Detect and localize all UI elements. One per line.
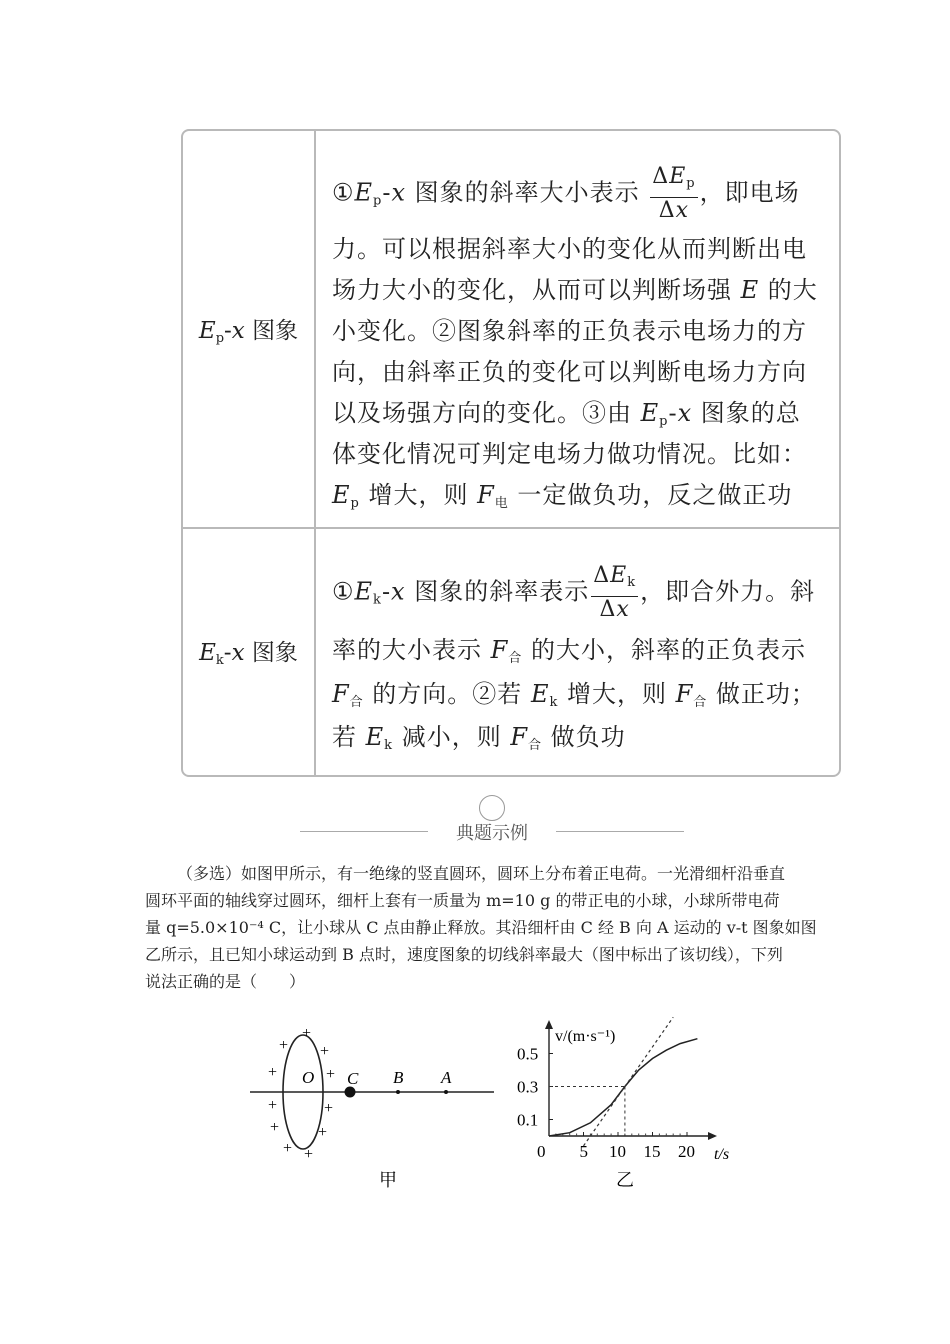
x-tick-label: 5 — [579, 1142, 588, 1161]
row-content-ek — [316, 527, 839, 775]
question-line: （多选）如图甲所示，有一绝缘的竖直圆环，圆环上分布着正电荷。一光滑细杆沿垂直 — [177, 864, 786, 883]
question-line: 量 q=5.0×10⁻⁴ C，让小球从 C 点由静止释放。其沿细杆由 C 经 B 向 A 运动的 v-t 图象如图 — [145, 918, 817, 937]
caption-jia: 甲 — [379, 1170, 397, 1190]
plus-sign: + — [270, 1119, 280, 1136]
content-line: $E_p$ 增大，则 $F_电$ 一定做负功，反之做正功 — [332, 481, 793, 511]
point-a — [444, 1090, 448, 1094]
plus-sign: + — [268, 1097, 278, 1114]
x-axis-label: t/s — [714, 1146, 730, 1163]
y-arrow-icon — [545, 1020, 553, 1029]
content-line: 场力大小的变化，从而可以判断场强 E 的大 — [332, 276, 818, 304]
x-tick-label: 0 — [537, 1142, 546, 1161]
question-line: 说法正确的是（ ） — [145, 972, 306, 991]
series-line — [549, 1039, 697, 1136]
question-line: 圆环平面的轴线穿过圆环，细杆上套有一质量为 m=10 g 的带正电的小球，小球所带电荷 — [145, 891, 780, 910]
y-tick-label: 0.1 — [517, 1110, 539, 1130]
content-line: $①E_p-x$ 图象的斜率大小表示 $\frac{\Delta E_p}{\Delta x}$ ，即电场 — [332, 164, 800, 223]
summary-table — [181, 129, 841, 777]
plus-sign: + — [268, 1064, 278, 1081]
content-line: 率的大小表示 $F_合$ 的大小，斜率的正负表示 — [332, 636, 806, 666]
figure — [226, 1001, 760, 1211]
content-line: 若 $E_k$ 减小，则 $F_合$ 做负功 — [332, 723, 626, 753]
x-tick-label: 20 — [678, 1142, 695, 1161]
y-ticks — [517, 1045, 553, 1130]
ring-diagram — [250, 1025, 494, 1190]
section-title: 典题示例 — [456, 823, 528, 844]
plus-sign: + — [279, 1037, 289, 1054]
plus-sign: + — [302, 1025, 312, 1042]
x-tick-label: 15 — [643, 1142, 661, 1161]
x-tick-label: 10 — [609, 1142, 626, 1161]
plus-sign: + — [318, 1124, 328, 1141]
x-arrow-icon — [708, 1132, 717, 1140]
content-line: 小变化。②图象斜率的正负表示电场力的方 — [332, 317, 807, 345]
table-row-ek — [183, 527, 839, 775]
question-line: 乙所示，且已知小球运动到 B 点时，速度图象的切线斜率最大（图中标出了该切线），下列 — [145, 945, 783, 964]
y-tick-label: 0.3 — [517, 1077, 539, 1097]
content-line: 向，由斜率正负的变化可以判断电场力方向 — [332, 358, 807, 386]
row-content-ep — [316, 131, 839, 527]
ball-c — [345, 1087, 356, 1098]
label-a: A — [441, 1068, 452, 1087]
table-row-ep — [183, 131, 839, 529]
question-text — [145, 860, 815, 995]
content-line: $①E_k-x$ 图象的斜率表示 $\frac{\Delta E_k}{\Delta x}$ ，即合外力。斜 — [332, 563, 816, 622]
plus-sign: + — [326, 1066, 336, 1083]
plus-sign: + — [324, 1100, 334, 1117]
plus-sign: + — [304, 1146, 314, 1163]
label-b: B — [393, 1068, 404, 1087]
point-b — [396, 1090, 400, 1094]
fraction-dep-dx: $\frac{\Delta E_p}{\Delta x}$ — [652, 164, 696, 223]
content-line: 体变化情况可判定电场力做功情况。比如： — [332, 440, 807, 468]
bulb-icon — [479, 795, 505, 821]
plus-sign: + — [283, 1140, 293, 1157]
row-label-ep: $E_p-x$ 图象 — [183, 131, 316, 527]
y-tick-label: 0.5 — [517, 1044, 539, 1064]
caption-yi: 乙 — [616, 1170, 634, 1190]
plus-sign: + — [320, 1043, 330, 1060]
section-header — [300, 787, 684, 847]
label-c: C — [347, 1069, 359, 1088]
content-line: 以及场强方向的变化。③由 $E_p-x$ 图象的总 — [332, 399, 801, 429]
figure-svg — [226, 1001, 760, 1211]
content-line: $F_合$ 的方向。②若 $E_k$ 增大，则 $F_合$ 做正功； — [332, 680, 816, 710]
label-o: O — [302, 1068, 315, 1087]
plus-signs — [268, 1025, 335, 1163]
vt-chart — [517, 1017, 729, 1190]
content-line: 力。可以根据斜率大小的变化从而判断出电 — [332, 235, 807, 263]
fraction-dek-dx: $\frac{\Delta E_k}{\Delta x}$ — [593, 563, 637, 622]
row-label-ek: $E_k-x$ 图象 — [183, 527, 316, 775]
y-axis-label: v/(m·s⁻¹) — [555, 1028, 616, 1045]
